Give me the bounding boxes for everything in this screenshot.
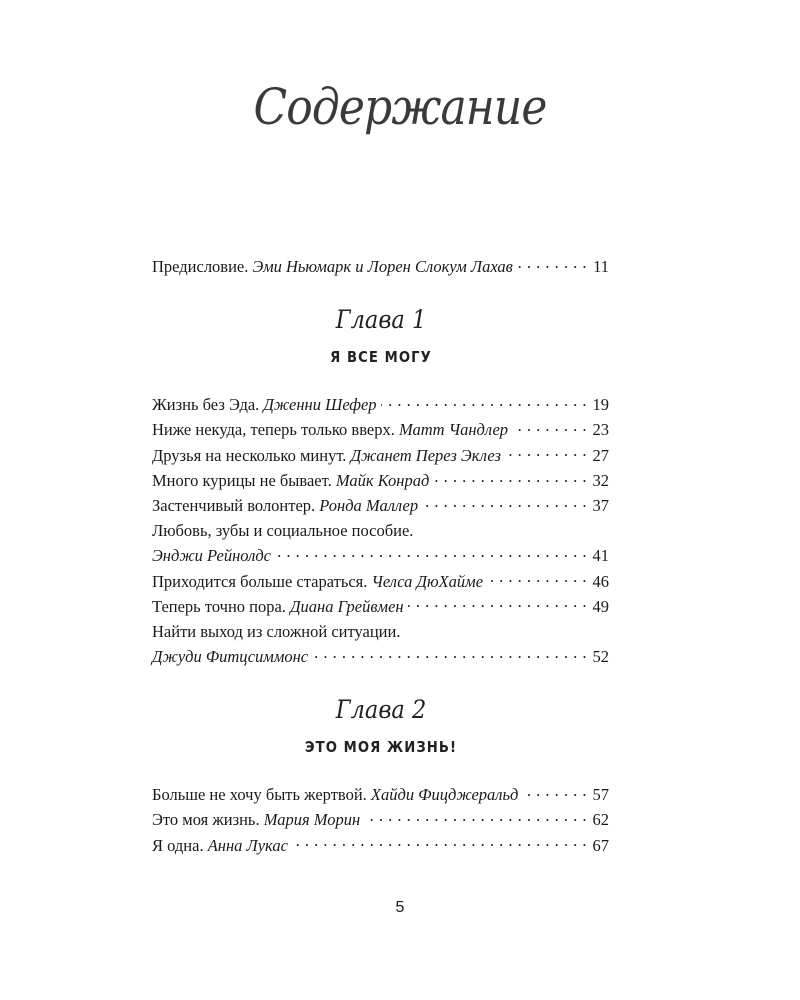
toc-entry [152, 782, 610, 807]
entry-title: Теперь точно пора. [152, 596, 286, 616]
entry-page: 23 [592, 420, 609, 440]
dot-leader [381, 394, 587, 411]
entry-author: Джуди Фитцсиммонс [152, 647, 309, 667]
toc-entry-preface [152, 254, 610, 279]
entry-title: Предисловие. [152, 257, 249, 276]
page-number: 5 [395, 899, 405, 916]
toc-entry-title-line [152, 518, 610, 543]
entry-author: Майк Конрад [335, 470, 430, 490]
dot-leader [517, 256, 587, 273]
dot-leader [422, 494, 587, 511]
page-title: Содержание [253, 78, 547, 136]
entry-title: Жизнь без Эда. [152, 395, 260, 415]
toc-entry [152, 569, 610, 594]
dot-leader [433, 469, 587, 486]
entry-page: 32 [592, 470, 609, 490]
toc-entry [152, 833, 610, 858]
dot-leader [512, 419, 587, 436]
entry-title: Любовь, зубы и социальное пособие. [152, 521, 414, 541]
entry-author: Диана Грейвмен [290, 596, 404, 616]
toc-entry [152, 644, 610, 669]
entry-page: 57 [592, 785, 609, 805]
entry-page: 41 [592, 546, 609, 566]
toc-entry [152, 807, 610, 832]
entry-title: Друзья на несколько минут. [152, 445, 347, 465]
entry-author: Энджи Рейнолдс [152, 546, 272, 566]
dot-leader [408, 595, 587, 612]
toc-entry-title-line [152, 619, 610, 644]
entry-author: Эми Ньюмарк и Лорен Слокум Лахав [252, 257, 513, 276]
chapter-title: ЭТО МОЯ ЖИЗНЬ! [304, 738, 458, 757]
entry-author: Дженни Шефер [263, 395, 377, 415]
entry-title: Застенчивый волонтер. [152, 495, 316, 515]
dot-leader [292, 834, 587, 851]
dot-leader [522, 784, 587, 801]
chapter-label: Глава 2 [335, 695, 427, 725]
toc-entry [152, 468, 610, 493]
entry-author: Хайди Фицджеральд [370, 785, 519, 805]
entry-title: Приходится больше стараться. [152, 571, 368, 591]
toc-entry [152, 443, 610, 468]
entry-page: 27 [592, 445, 609, 465]
entry-page: 11 [593, 257, 609, 276]
entry-title: Много курицы не бывает. [152, 470, 332, 490]
entry-title: Больше не хочу быть жертвой. [152, 785, 367, 805]
entry-author: Мария Морин [263, 810, 361, 830]
dot-leader [505, 444, 587, 461]
dot-leader [487, 570, 587, 587]
dot-leader [275, 545, 587, 562]
toc-entry [152, 594, 610, 619]
entry-page: 52 [592, 647, 609, 667]
toc-entry [152, 392, 610, 417]
entry-page: 67 [592, 835, 609, 855]
entry-author: Челса ДюХайме [371, 571, 484, 591]
toc-entry [152, 493, 610, 518]
entry-author: Матт Чандлер [398, 420, 509, 440]
toc-entry [152, 543, 610, 568]
entry-author: Анна Лукас [207, 835, 288, 855]
entry-author: Ронда Маллер [319, 495, 419, 515]
entry-title: Это моя жизнь. [152, 810, 260, 830]
entry-title: Я одна. [152, 835, 204, 855]
entry-author: Джанет Перез Эклез [350, 445, 501, 465]
entry-title: Найти выход из сложной ситуации. [152, 621, 401, 641]
entry-page: 37 [592, 495, 609, 515]
table-of-contents [152, 254, 610, 858]
toc-entry [152, 417, 610, 442]
chapter-title: Я ВСЕ МОГУ [330, 348, 432, 367]
entry-page: 62 [592, 810, 609, 830]
entry-page: 19 [592, 395, 609, 415]
entry-page: 49 [592, 596, 609, 616]
dot-leader [364, 809, 587, 826]
dot-leader [312, 646, 587, 663]
entry-page: 46 [592, 571, 609, 591]
chapter-label: Глава 1 [335, 305, 427, 335]
entry-title: Ниже некуда, теперь только вверх. [152, 420, 395, 440]
